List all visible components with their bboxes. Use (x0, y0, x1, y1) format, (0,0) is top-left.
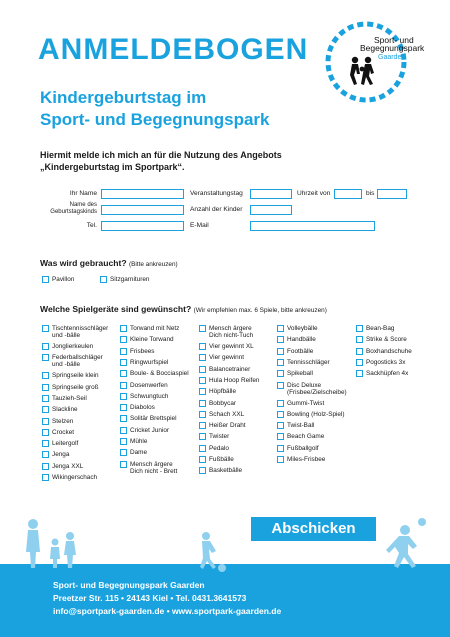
name-label: Ihr Name (69, 190, 97, 197)
checkbox[interactable] (120, 336, 127, 343)
equipment-item[interactable] (120, 359, 168, 366)
checkbox[interactable] (277, 456, 284, 463)
equipment-item-label: Cricket Junior (130, 426, 170, 434)
checkbox[interactable] (277, 445, 284, 452)
equipment-item[interactable] (356, 359, 405, 366)
equipment-item[interactable] (42, 406, 78, 413)
checkbox[interactable] (199, 377, 206, 384)
footer-name: Sport- und Begegnungspark Gaarden (53, 580, 205, 590)
equipment-item-label: Vier gewinnt XL (209, 343, 254, 350)
equipment-item[interactable] (42, 384, 99, 391)
equipment-item[interactable] (277, 456, 325, 463)
subtitle-line-2: Sport- und Begegnungspark (40, 110, 270, 129)
equipment-item[interactable] (120, 325, 179, 332)
equipment-item[interactable] (42, 354, 103, 368)
checkbox[interactable] (199, 456, 206, 463)
phone-label: Tel. (86, 222, 97, 229)
equipment-item[interactable] (277, 348, 313, 355)
equipment-item[interactable] (277, 422, 314, 429)
equipment-item-label: Miles-Frisbee (287, 456, 326, 463)
equipment-item-label: Solitär Brettspiel (130, 415, 177, 423)
checkbox[interactable] (277, 370, 284, 377)
equipment-item[interactable] (120, 449, 147, 456)
equipment-item[interactable] (120, 370, 189, 377)
footer-contact: info@sportpark-gaarden.de • www.sportpark-gaarden.de (53, 606, 282, 616)
checkbox[interactable] (120, 449, 127, 456)
checkbox[interactable] (199, 467, 206, 474)
equipment-item[interactable] (199, 377, 259, 384)
page-subtitle (40, 87, 320, 131)
equipment-item-label: Pedalo (209, 444, 229, 452)
family-silhouette-icon (26, 519, 76, 568)
checkbox[interactable] (356, 336, 363, 343)
phone-field[interactable] (101, 221, 184, 231)
checkbox[interactable] (42, 451, 49, 458)
equipment-item[interactable] (120, 404, 155, 411)
equipment-item-label: Tauzieh-Seil (52, 394, 87, 402)
equipment-item-label: Footbälle (287, 347, 314, 355)
equipment-item[interactable] (120, 438, 147, 445)
needed-item[interactable]: Pavillon (42, 276, 74, 283)
equipment-item-label: Mensch ärgere Dich nicht-Tuch (209, 325, 254, 339)
equipment-item-label: Beach Game (287, 433, 325, 441)
equipment-item-label: Mühle (130, 438, 148, 445)
checkbox[interactable] (42, 276, 49, 283)
checkbox[interactable] (42, 325, 49, 332)
date-label: Veranstaltungstag (190, 190, 243, 197)
equipment-item[interactable] (277, 382, 347, 396)
equipment-item-label: Pogosticks 3x (366, 358, 406, 366)
equipment-item[interactable] (42, 451, 69, 458)
equipment-item[interactable] (42, 463, 83, 470)
checkbox[interactable] (199, 433, 206, 440)
equipment-item-label: Twist-Ball (287, 422, 315, 430)
equipment-item-label: Bean-Bag (366, 325, 395, 332)
equipment-item-label: Basketbälle (209, 467, 243, 475)
checkbox[interactable] (199, 354, 206, 361)
equipment-item[interactable] (356, 336, 407, 343)
checkbox[interactable] (120, 427, 127, 434)
time-label: Uhrzeit von (297, 190, 331, 197)
equipment-item-label: Dame (130, 449, 148, 457)
equipment-title: Welche Spielgeräte sind gewünscht? (Wir empfehlen max. 6 Spiele, bitte ankreuzen) (40, 304, 327, 314)
checkbox[interactable] (42, 440, 49, 447)
equipment-item-label: Federballschläger und -bälle (52, 354, 103, 369)
checkbox[interactable] (277, 411, 284, 418)
equipment-item-label: Schach XXL (209, 410, 245, 418)
checkbox[interactable] (120, 393, 127, 400)
equipment-item-label: Volleybälle (287, 325, 318, 332)
equipment-item[interactable] (277, 433, 324, 440)
checkbox[interactable] (100, 276, 107, 283)
equipment-item-label: Mensch ärgere Dich nicht - Brett (130, 460, 178, 475)
equipment-item-label: Kleine Torwand (130, 336, 174, 344)
intro-text (40, 150, 380, 173)
checkbox[interactable] (356, 359, 363, 366)
equipment-item[interactable] (42, 372, 99, 379)
equipment-item-label: Gummi-Twist (287, 399, 325, 407)
checkbox[interactable] (356, 370, 363, 377)
checkbox[interactable] (42, 384, 49, 391)
logo-text-3: Gaarden (378, 54, 406, 61)
equipment-item[interactable] (356, 325, 394, 332)
soccer-player-silhouette-icon (200, 532, 226, 572)
submit-button[interactable]: Abschicken (251, 517, 376, 541)
equipment-item[interactable] (199, 433, 229, 440)
equipment-item[interactable] (120, 427, 169, 434)
sportpark-logo (322, 18, 425, 106)
checkbox[interactable] (42, 418, 49, 425)
equipment-item-label: Springseile groß (52, 383, 99, 391)
subtitle-line-1: Kindergeburtstag im (40, 88, 207, 107)
equipment-item[interactable] (42, 325, 108, 339)
people-silhouettes (0, 498, 450, 578)
equipment-item[interactable] (199, 456, 234, 463)
equipment-item-label: Boxhandschuhe (366, 347, 412, 355)
equipment-item[interactable] (199, 445, 229, 452)
checkbox[interactable] (199, 422, 206, 429)
checkbox[interactable] (277, 422, 284, 429)
kids-label: Anzahl der Kinder (190, 206, 243, 213)
checkbox[interactable] (42, 429, 49, 436)
checkbox[interactable] (277, 382, 284, 389)
equipment-item-label: Wikingerschach (52, 474, 98, 481)
checkbox[interactable] (120, 325, 127, 332)
date-field[interactable] (250, 189, 292, 199)
checkbox[interactable] (42, 474, 49, 481)
checkbox[interactable] (120, 404, 127, 411)
equipment-item[interactable] (199, 354, 244, 361)
runner-silhouette-icon (386, 518, 426, 568)
equipment-item[interactable] (199, 366, 250, 373)
checkbox[interactable] (277, 433, 284, 440)
equipment-item[interactable] (356, 348, 412, 355)
checkbox[interactable] (120, 348, 127, 355)
checkbox[interactable] (199, 366, 206, 373)
intro-line-2: „Kindergeburtstag im Sportpark“. (40, 161, 185, 172)
checkbox[interactable] (199, 445, 206, 452)
checkbox[interactable] (120, 438, 127, 445)
equipment-item-label: Höpfbälle (209, 388, 237, 396)
child-name-label: Name des Geburtstagskinds (50, 202, 97, 215)
equipment-item[interactable] (277, 359, 330, 366)
equipment-item[interactable] (277, 325, 318, 332)
equipment-item[interactable] (199, 400, 236, 407)
time-to-field[interactable] (377, 189, 407, 199)
equipment-item[interactable] (42, 440, 78, 447)
checkbox[interactable] (199, 388, 206, 395)
equipment-item[interactable] (120, 336, 174, 343)
name-field[interactable] (101, 189, 184, 199)
footer-address: Preetzer Str. 115 • 24143 Kiel • Tel. 0431.3641573 (53, 593, 247, 603)
checkbox[interactable] (42, 395, 49, 402)
equipment-item[interactable] (120, 415, 177, 422)
equipment-item-label: Schwungtuch (130, 392, 169, 400)
checkbox[interactable] (277, 400, 284, 407)
equipment-item-label: Spikeball (287, 370, 313, 378)
equipment-item-label: Ringwurfspiel (130, 358, 169, 366)
checkbox[interactable] (120, 370, 127, 377)
checkbox[interactable] (120, 382, 127, 389)
logo-text-1: Sport- und (374, 35, 414, 45)
equipment-item-label: Vier gewinnt (209, 354, 245, 362)
equipment-item[interactable] (199, 343, 254, 350)
checkbox[interactable] (42, 372, 49, 379)
equipment-item-label: Crocket (52, 428, 75, 436)
equipment-item-label: Hula Hoop Reifen (209, 376, 260, 384)
equipment-item[interactable] (199, 325, 253, 339)
checkbox[interactable] (277, 348, 284, 355)
equipment-item-label: Torwand mit Netz (130, 325, 180, 332)
checkbox[interactable] (42, 343, 49, 350)
equipment-item[interactable] (277, 336, 316, 343)
equipment-item-label: Jenga XXL (52, 462, 84, 470)
equipment-item[interactable] (42, 429, 74, 436)
equipment-item-label: Stelzen (52, 417, 74, 425)
equipment-item-label: Leitergolf (52, 440, 79, 448)
equipment-item-label: Fußbälle (209, 456, 234, 463)
kids-field[interactable] (250, 205, 292, 215)
checkbox[interactable] (277, 325, 284, 332)
checkbox[interactable] (42, 463, 49, 470)
email-field[interactable] (250, 221, 375, 231)
equipment-item[interactable] (42, 418, 73, 425)
time-to-label: bis (366, 190, 375, 197)
equipment-item[interactable] (120, 393, 168, 400)
equipment-item-label: Handbälle (287, 336, 316, 344)
equipment-item-label: Tischtennisschläger und -bälle (52, 325, 109, 339)
email-label: E-Mail (190, 222, 209, 229)
equipment-item-label: Strike & Score (366, 336, 407, 344)
equipment-item[interactable] (120, 461, 177, 475)
equipment-item[interactable] (120, 382, 168, 389)
equipment-item-label: Slackline (52, 406, 78, 414)
time-from-field[interactable] (334, 189, 362, 199)
logo-text-2: Begegnungspark (360, 43, 425, 53)
equipment-item-label: Sackhüpfen 4x (366, 370, 409, 378)
equipment-item[interactable] (120, 348, 155, 355)
equipment-item-label: Springseile klein (52, 372, 99, 380)
intro-line-1: Hiermit melde ich mich an für die Nutzung des Angebots (40, 150, 282, 160)
checkbox[interactable] (277, 359, 284, 366)
logo-players-icon (350, 57, 374, 85)
checkbox[interactable] (356, 348, 363, 355)
equipment-item-label: Bobbycar (209, 399, 236, 407)
equipment-item-label: Tennisschläger (287, 358, 330, 366)
equipment-item[interactable] (277, 445, 319, 452)
equipment-item[interactable] (199, 422, 246, 429)
equipment-item-label: Twister (209, 433, 230, 441)
equipment-item[interactable] (199, 467, 242, 474)
checkbox[interactable] (199, 411, 206, 418)
equipment-item-label: Balancetrainer (209, 365, 251, 373)
equipment-item-label: Boule- & Bocciaspiel (130, 370, 189, 378)
equipment-item-label: Dosenwerfen (130, 381, 168, 389)
equipment-item[interactable] (277, 370, 313, 377)
equipment-item[interactable] (277, 400, 324, 407)
needed-item[interactable]: Sitzgarnituren (100, 276, 149, 283)
needed-title: Was wird gebraucht? (Bitte ankreuzen) (40, 258, 178, 268)
equipment-item-label: Disc Deluxe (Frisbee/Zielscheibe) (287, 381, 347, 396)
equipment-item-label: Jonglierkeulen (52, 343, 94, 350)
checkbox[interactable] (42, 406, 49, 413)
checkbox[interactable] (199, 325, 206, 332)
equipment-item-label: Jenga (52, 451, 70, 459)
equipment-item-label: Frisbees (130, 347, 155, 355)
checkbox[interactable] (120, 359, 127, 366)
equipment-item[interactable] (199, 388, 236, 395)
equipment-item-label: Fußballgolf (287, 444, 319, 452)
checkbox[interactable] (120, 461, 127, 468)
checkbox[interactable] (42, 354, 49, 361)
equipment-item[interactable] (42, 395, 87, 402)
checkbox[interactable] (120, 415, 127, 422)
checkbox[interactable] (356, 325, 363, 332)
equipment-item-label: Diabolos (130, 404, 155, 412)
checkbox[interactable] (199, 343, 206, 350)
equipment-item[interactable] (42, 343, 93, 350)
equipment-item[interactable] (199, 411, 244, 418)
checkbox[interactable] (277, 336, 284, 343)
equipment-item-label: Heißer Draht (209, 422, 246, 430)
equipment-item-label: Bowling (Holz-Spiel) (287, 410, 345, 418)
child-name-field[interactable] (101, 205, 184, 215)
checkbox[interactable] (199, 400, 206, 407)
page-title: ANMELDEBOGEN (38, 33, 309, 66)
equipment-item[interactable] (277, 411, 345, 418)
equipment-item[interactable] (356, 370, 408, 377)
equipment-item[interactable] (42, 474, 97, 481)
